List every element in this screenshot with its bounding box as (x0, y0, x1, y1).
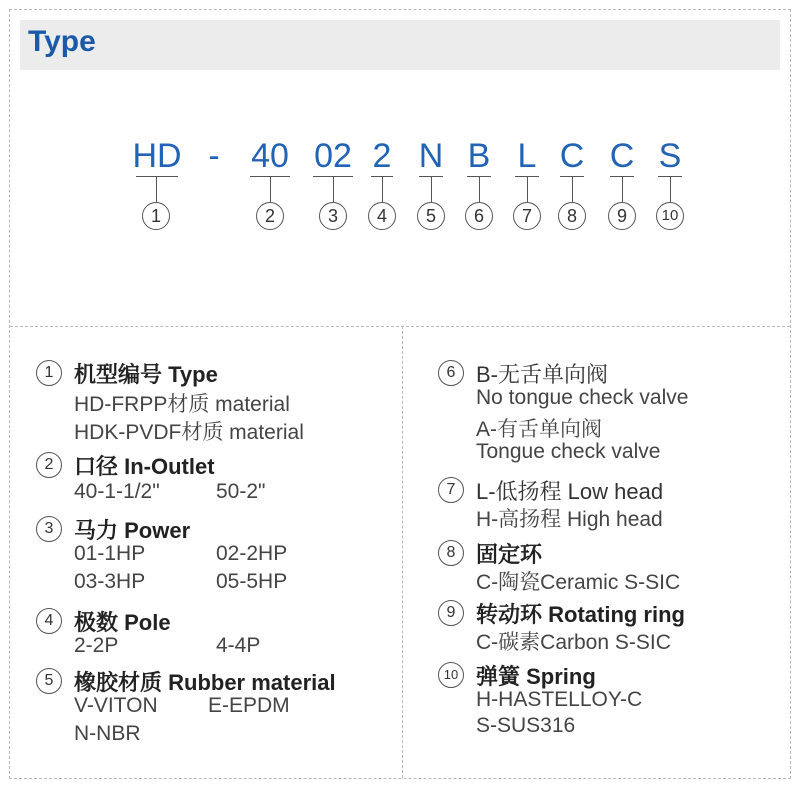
legend-line: H-高扬程 High head (476, 508, 663, 531)
legend-item-spring (438, 660, 788, 746)
code-number-6: 6 (465, 202, 493, 230)
legend-item-type (36, 358, 396, 448)
code-segment-head: L (517, 137, 537, 175)
model-code-diagram (0, 0, 800, 250)
code-number-7: 7 (513, 202, 541, 230)
legend-item-rotating-ring (438, 598, 788, 656)
code-segment-rotating-ring: C (609, 137, 635, 175)
legend-line: HD-FRPP材质 material (74, 393, 290, 416)
code-segment-type: HD (132, 137, 182, 175)
legend-number: 5 (36, 668, 62, 694)
legend-item-check-valve (438, 358, 788, 470)
legend-line: 02-2HP (216, 542, 288, 565)
code-stem (270, 176, 271, 202)
code-number-3: 3 (319, 202, 347, 230)
code-segment-fixed-ring: C (559, 137, 585, 175)
legend-item-power (36, 514, 396, 602)
page-title: Type (28, 25, 96, 58)
legend-number: 1 (36, 360, 62, 386)
legend-line: 4-4P (216, 634, 261, 657)
legend-line: Tongue check valve (476, 440, 661, 463)
code-stem (156, 176, 157, 202)
legend-number: 4 (36, 608, 62, 634)
legend-title: 口径 In-Outlet (74, 454, 215, 479)
horizontal-divider (10, 326, 790, 327)
legend-line: C-碳素Carbon S-SIC (476, 631, 671, 654)
legend-title: L-低扬程 Low head (476, 479, 664, 504)
legend-item-pole (36, 606, 396, 664)
legend-line: S-SUS316 (476, 714, 576, 737)
vertical-divider (402, 326, 403, 778)
legend-number: 7 (438, 477, 464, 503)
legend-item-head (438, 475, 788, 533)
legend-line: A-有舌单向阀 (476, 418, 602, 441)
legend-line: C-陶瓷Ceramic S-SIC (476, 571, 681, 594)
code-number-5: 5 (417, 202, 445, 230)
code-underline (136, 176, 178, 177)
legend-number: 9 (438, 600, 464, 626)
legend-title: B-无舌单向阀 (476, 362, 609, 387)
legend-title: 机型编号 Type (74, 362, 218, 387)
code-stem (670, 176, 671, 202)
code-stem (333, 176, 334, 202)
legend-title: 极数 Pole (74, 610, 171, 635)
code-stem (622, 176, 623, 202)
legend-item-outlet (36, 450, 396, 510)
legend-number: 10 (438, 662, 464, 688)
legend-line: 40-1-1/2" (74, 480, 160, 503)
code-number-9: 9 (608, 202, 636, 230)
code-separator: - (208, 137, 220, 175)
legend-line: 01-1HP (74, 542, 146, 565)
legend-number: 2 (36, 452, 62, 478)
code-stem (431, 176, 432, 202)
legend-line: E-EPDM (208, 694, 290, 717)
legend-item-rubber (36, 666, 396, 752)
legend-line: V-VITON (74, 694, 158, 717)
code-stem (479, 176, 480, 202)
code-segment-power: 02 (314, 137, 352, 175)
code-segment-valve: B (467, 137, 491, 175)
code-stem (527, 176, 528, 202)
legend-number: 8 (438, 540, 464, 566)
code-number-10: 10 (656, 202, 684, 230)
legend-line: 03-3HP (74, 570, 146, 593)
legend-title: 固定环 (476, 542, 543, 567)
legend-title: 橡胶材质 Rubber material (74, 670, 336, 695)
code-number-2: 2 (256, 202, 284, 230)
legend-number: 3 (36, 516, 62, 542)
code-segment-spring: S (658, 137, 682, 175)
code-number-4: 4 (368, 202, 396, 230)
code-stem (572, 176, 573, 202)
legend-line: H-HASTELLOY-C (476, 688, 643, 711)
legend-title: 转动环 Rotating ring (476, 602, 685, 627)
legend-line: 2-2P (74, 634, 119, 657)
legend-line: No tongue check valve (476, 386, 689, 409)
legend-item-fixed-ring (438, 538, 788, 596)
code-segment-outlet: 40 (251, 137, 289, 175)
legend-line: HDK-PVDF材质 material (74, 421, 304, 444)
code-stem (382, 176, 383, 202)
legend-number: 6 (438, 360, 464, 386)
legend-line: 05-5HP (216, 570, 288, 593)
code-number-1: 1 (142, 202, 170, 230)
legend-line: 50-2" (216, 480, 266, 503)
legend-line: N-NBR (74, 722, 141, 745)
code-number-8: 8 (558, 202, 586, 230)
code-segment-pole: 2 (372, 137, 392, 175)
legend-title: 弹簧 Spring (476, 664, 596, 689)
code-segment-rubber: N (418, 137, 444, 175)
legend-title: 马力 Power (74, 518, 191, 543)
